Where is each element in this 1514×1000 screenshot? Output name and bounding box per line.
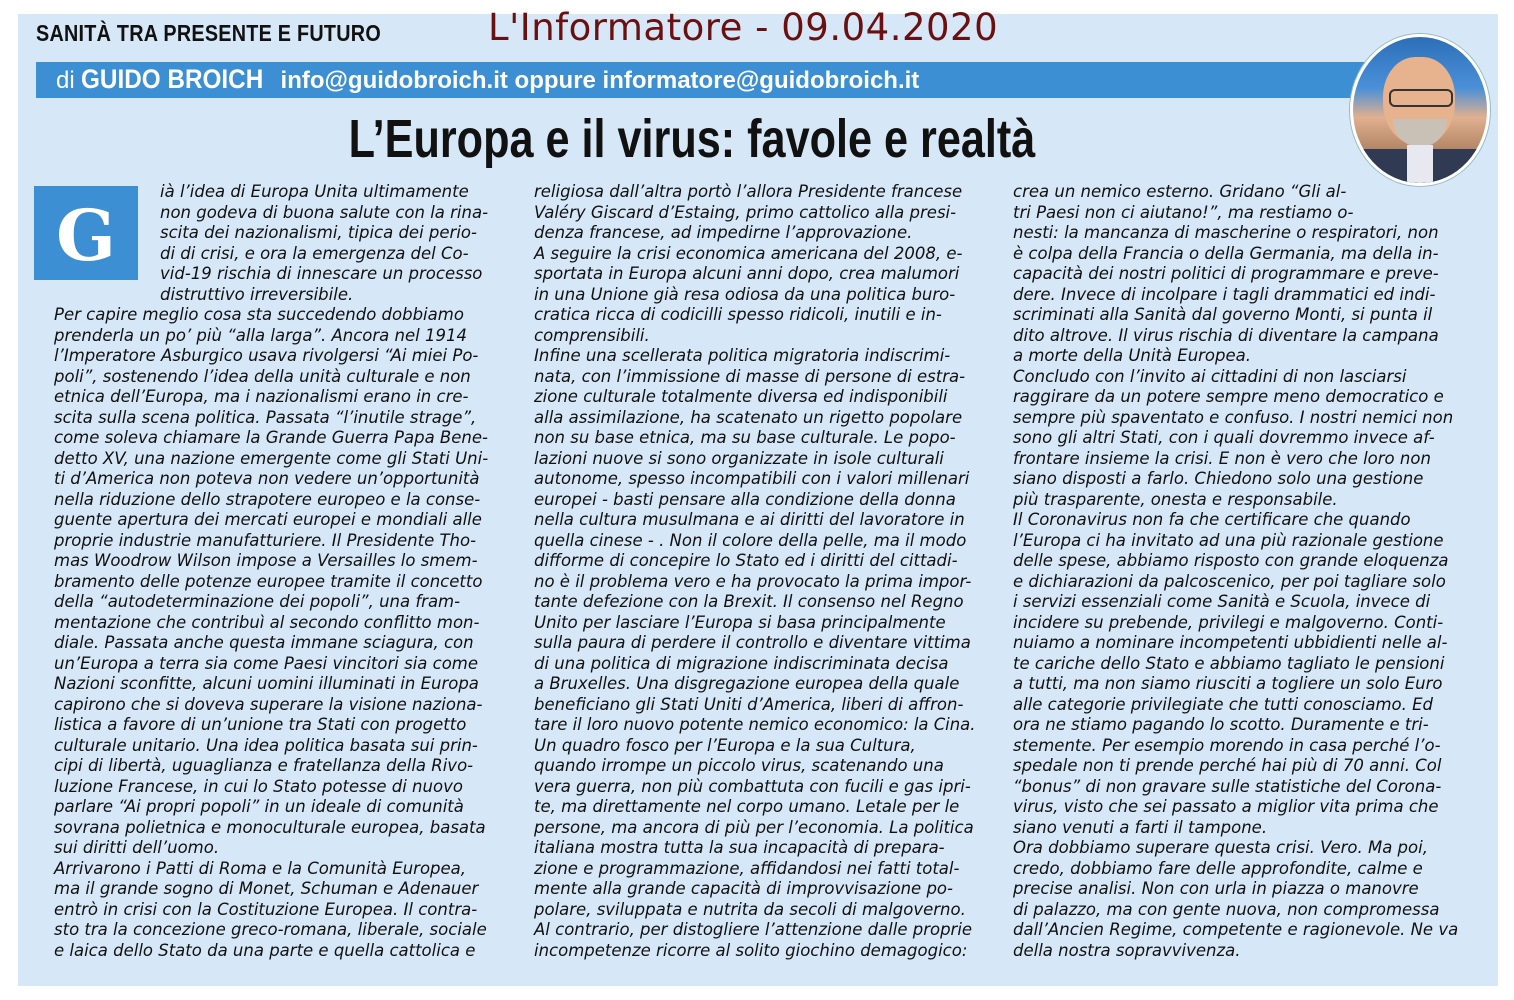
article-text-line: entrò in crisi con la Costituzione Europea. Il contra- (54, 899, 478, 919)
article-text-line: zione culturale totalmente diversa ed indisponibili (534, 387, 948, 406)
article-text-line: raggirare da un potere sempre meno democratico e (1013, 387, 1444, 406)
article-text-line: delle spese, abbiamo risposto con grande eloquenza (1013, 551, 1449, 570)
article-title-wrap (138, 108, 1245, 170)
article-text-line: l’Imperatore Asburgico usava rivolgersi “Ai miei Po- (54, 346, 479, 365)
article-column-1 (54, 182, 496, 961)
article-text-line: di di crisi, e ora la emergenza del Co- (160, 243, 469, 263)
article-text-line: frontare insieme la crisi. E non è vero che loro non (1013, 448, 1431, 468)
article-text-line: siano venuti a farti il tampone. (1013, 817, 1268, 837)
author-photo (1350, 34, 1490, 186)
article-text-line: mentazione che contribuì al secondo conflitto mon- (54, 612, 480, 632)
byline-prefix: di (56, 67, 75, 94)
article-text-line: e laica dello Stato da una parte e quella cattolica e (54, 940, 476, 960)
article-text-line: incidere su prebende, privilegi e malgoverno. Conti- (1013, 612, 1444, 632)
article-text-line: zione e programmazione, affidandosi nei fatti total- (534, 858, 960, 878)
article-text-line: Valéry Giscard d’Estaing, primo cattolico alla presi- (534, 202, 957, 222)
article-text-line: proprie industrie manufatturiere. Il Presidente Tho- (54, 530, 477, 550)
article-text-line: crea un nemico esterno. Gridano “Gli al- (1013, 182, 1347, 201)
article-text-line: a tutti, ma non siamo riusciti a togliere un solo Euro (1013, 674, 1443, 693)
article-text-line: scita sulla scena politica. Passata “l’inutile strage”, (54, 407, 477, 427)
article-text-line: di una politica di migrazione indiscriminata decisa (534, 653, 949, 673)
article-text-line: scriminati alla Sanità dal governo Monti, si punta il (1013, 305, 1433, 324)
article-text-line: di palazzo, ma con gente nuova, non compromessa (1013, 899, 1440, 919)
article-text-line: vid-19 rischia di innescare un processo (160, 264, 483, 283)
article-text-line: Nazioni sconfitte, alcuni uomini illuminati in Europa (54, 674, 479, 693)
article-text-line: difforme di concepire lo Stato ed i diritti del cittadi- (534, 551, 958, 570)
article-text-line: Un quadro fosco per l’Europa e la sua Cultura, (534, 735, 916, 755)
article-text-line: nella cultura musulmana e ai diritti del lavoratore in (534, 510, 965, 529)
article-text-line: tante defezione con la Brexit. Il consenso nel Regno (534, 592, 964, 611)
article-text-line: come soleva chiamare la Grande Guerra Papa Bene- (54, 428, 488, 447)
article-text-line: sui diritti dell’uomo. (54, 838, 220, 857)
article-text-line: Al contrario, per distogliere l’attenzione dalle proprie (534, 920, 973, 939)
article-text-line: scita dei nazionalismi, tipica dei perio- (160, 223, 477, 242)
article-text-line: Unito per lasciare l’Europa si basa principalmente (534, 612, 946, 632)
article-text-line: prenderla un po’ più “alla larga”. Ancora nel 1914 (54, 325, 467, 345)
article-text-line: mas Woodrow Wilson impose a Versailles lo smem- (54, 551, 478, 570)
article-text-line: più trasparente, onesta e responsabile. (1013, 489, 1338, 509)
article-text-line: a Bruxelles. Una disgregazione europea della quale (534, 674, 960, 693)
article-text-line: mente alla grande capacità di improvvisazione po- (534, 879, 953, 898)
article-text-line: incompetenze ricorre al solito giochino demagogico: (534, 940, 968, 960)
article-column-2 (534, 182, 976, 961)
article-text-line: della nostra sopravvivenza. (1013, 940, 1241, 960)
article-text-line: quando irrompe un piccolo virus, scatenando una (534, 756, 944, 775)
article-text-line: detto XV, una nazione emergente come gli Stati Uni- (54, 448, 489, 468)
article-text-line: ora ne stiamo pagando lo scotto. Duramente e tri- (1013, 715, 1429, 734)
article-text-line: sulla paura di perdere il controllo e diventare vittima (534, 633, 971, 652)
article-text-line: non su base etnica, ma su base culturale. Le popo- (534, 428, 956, 447)
article-text-line: persone, ma ancora di più per l’economia. La politica (534, 817, 974, 837)
article-text-line: lazioni nuove si sono organizzate in isole culturali (534, 448, 944, 468)
article-text-line: poli”, sostenendo l’idea della unità culturale e non (54, 366, 471, 386)
article-text-line: vera guerra, non più combattuta con fucili e gas ipri- (534, 776, 971, 796)
article-text-line: virus, visto che sei passato a miglior vita prima che (1013, 797, 1439, 816)
article-text-line: denza francese, ad impedirne l’approvazione. (534, 223, 913, 242)
author-name: GUIDO BROICH (81, 64, 264, 94)
article-text-line: l’Europa ci ha invitato ad una più razionale gestione (1013, 530, 1444, 550)
article-text-line: capacità dei nostri politici di programmare e preve- (1013, 264, 1439, 283)
article-text-line: no è il problema vero e ha provocato la prima impor- (534, 571, 972, 591)
article-text-line: precise analisi. Non con urla in piazza o manovre (1013, 879, 1419, 898)
article-text-line: tri Paesi non ci aiutano!”, ma restiamo o- (1013, 202, 1354, 222)
article-text-line: alla assimilazione, ha scatenato un rigetto popolare (534, 407, 963, 427)
article-text-line: religiosa dall’altra portò l’allora Presidente francese (534, 182, 963, 201)
article-text-line: stemente. Per esempio morendo in casa perché l’o- (1013, 735, 1441, 755)
article-text-line: i servizi essenziali come Sanità e Scuola, invece di (1013, 592, 1431, 611)
article-text-line: sportata in Europa alcuni anni dopo, crea malumori (534, 264, 960, 283)
article-text-line: a morte della Unità Europea. (1013, 346, 1252, 365)
article-text-line: sto tra la concezione greco-romana, liberale, sociale (54, 920, 487, 939)
article-text-line: diale. Passata anche questa immane sciagura, con (54, 633, 474, 652)
article-text-line: credo, dobbiamo fare delle approfondite, calme e (1013, 858, 1423, 878)
article-text-line: polare, sviluppata e nutrita da secoli di malgoverno. (534, 899, 966, 919)
article-text-line: capirono che si doveva superare la visione naziona- (54, 694, 483, 714)
article-text-line: parlare “Ai propri popoli” in un ideale di comunità (54, 797, 464, 816)
article-text-line: ma il grande sogno di Monet, Schuman e Adenauer (54, 879, 479, 898)
article-text-line: distruttivo irreversibile. (160, 284, 354, 304)
article-text-line: culturale unitario. Una idea politica basata sui prin- (54, 735, 478, 755)
article-text-line: tare il loro nuovo potente nemico economico: la Cina. (534, 715, 976, 734)
article-text-line: e dichiarazioni da palcoscenico, per poi tagliare solo (1013, 571, 1446, 591)
article-text-line: ti d’America non poteva non vedere un’opportunità (54, 469, 480, 488)
section-title: SANITÀ TRA PRESENTE E FUTURO (36, 20, 381, 46)
article-text-line: Il Coronavirus non fa che certificare che quando (1013, 510, 1411, 529)
article-text-line: etnica dell’Europa, ma i nazionalismi erano in cre- (54, 387, 469, 406)
article-text-line: siano disposti a farlo. Chiedono solo una gestione (1013, 469, 1424, 488)
article-text-line: sempre più spaventato e confuso. I nostri nemici non (1013, 407, 1454, 427)
article-text-line: europei - basti pensare alla condizione della donna (534, 489, 956, 509)
article-text-line: nuiamo a nominare incompetenti ubbidienti nelle al- (1013, 633, 1448, 652)
article-text-line: spedale non ti prende perché hai più di 70 anni. Col (1013, 756, 1442, 775)
article-text-line: dall’Ancien Regime, competente e ragionevole. Ne va (1013, 920, 1459, 939)
article-text-line: sovrana polietnica e monoculturale europea, basata (54, 817, 486, 837)
source-date-stamp: L'Informatore - 09.04.2020 (488, 6, 999, 49)
article-text-line: beneficiano gli Stati Uniti d’America, liberi di affron- (534, 694, 964, 714)
article-text-line: quella cinese - . Non il colore della pelle, ma il modo (534, 530, 967, 550)
article-text-line: in una Unione già resa odiosa da una politica buro- (534, 284, 956, 304)
article-text-line: te cariche dello Stato e abbiamo tagliato le pensioni (1013, 653, 1445, 673)
article-text-line: alle categorie privilegiate che tutti conosciamo. Ed (1013, 694, 1434, 714)
article-text-line: bramento delle potenze europee tramite il concetto (54, 571, 483, 591)
article-text-line: guente apertura dei mercati europei e mondiali alle (54, 510, 482, 529)
article-text-line: “bonus” di non gravare sulle statistiche del Corona- (1013, 776, 1442, 796)
article-text-line: luzione Francese, in cui lo Stato potesse di nuovo (54, 776, 463, 796)
article-text-line: dito altrove. Il virus rischia di diventare la campana (1013, 325, 1439, 345)
article-text-line: italiana mostra tutta la sua incapacità di prepara- (534, 838, 945, 857)
article-text-line: un’Europa a terra sia come Paesi vincitori sia come (54, 653, 479, 673)
article-text-line: Infine una scellerata politica migratoria indiscrimi- (534, 346, 951, 365)
article-text-line: è colpa della Francia o della Germania, ma della in- (1013, 243, 1439, 263)
article-text-line: non godeva di buona salute con la rina- (160, 202, 489, 222)
article-text-line: cratica ricca di codicilli spesso ridicoli, inutili e in- (534, 305, 942, 324)
byline (56, 64, 919, 95)
article-text-line: cipi di libertà, uguaglianza e fratellanza della Rivo- (54, 756, 474, 775)
article-text-line: nella riduzione dello strapotere europeo e la conse- (54, 489, 481, 509)
article-text-line: ià l’idea di Europa Unita ultimamente (160, 182, 469, 201)
article-text-line: listica a favore di un’unione tra Stati con progetto (54, 715, 467, 734)
article-text-line: dere. Invece di incolpare i tagli drammatici ed indi- (1013, 284, 1436, 304)
article-column-3 (1013, 182, 1459, 961)
article-text-line: te, ma direttamente nel corpo umano. Letale per le (534, 797, 960, 816)
article-text-line: Concludo con l’invito ai cittadini di non lasciarsi (1013, 366, 1407, 386)
article-text-line: nata, con l’immissione di masse di persone di estra- (534, 366, 966, 386)
article-text-line: della “autodeterminazione dei popoli”, una fram- (54, 592, 461, 611)
article-text-line: nesti: la mancanza di mascherine o respiratori, non (1013, 223, 1439, 242)
article-text-line: Arrivarono i Patti di Roma e la Comunità Europea, (54, 858, 467, 878)
article-text-line: Per capire meglio cosa sta succedendo dobbiamo (54, 305, 464, 324)
article-text-line: sono gli altri Stati, con i quali dovremmo invece af- (1013, 428, 1435, 447)
article-text-line: autonome, spesso incompatibili con i valori millenari (534, 469, 970, 488)
article-text-line: comprensibili. (534, 325, 650, 345)
article-title: L’Europa e il virus: favole e realtà (348, 109, 1036, 169)
byline-bar (36, 62, 1448, 98)
author-contacts: info@guidobroich.it oppure informatore@guidobroich.it (280, 67, 920, 94)
article-text-line: A seguire la crisi economica americana del 2008, e- (534, 243, 963, 263)
article-text-line: Ora dobbiamo superare questa crisi. Vero. Ma poi, (1013, 838, 1428, 857)
drop-cap-letter: G (56, 194, 116, 277)
